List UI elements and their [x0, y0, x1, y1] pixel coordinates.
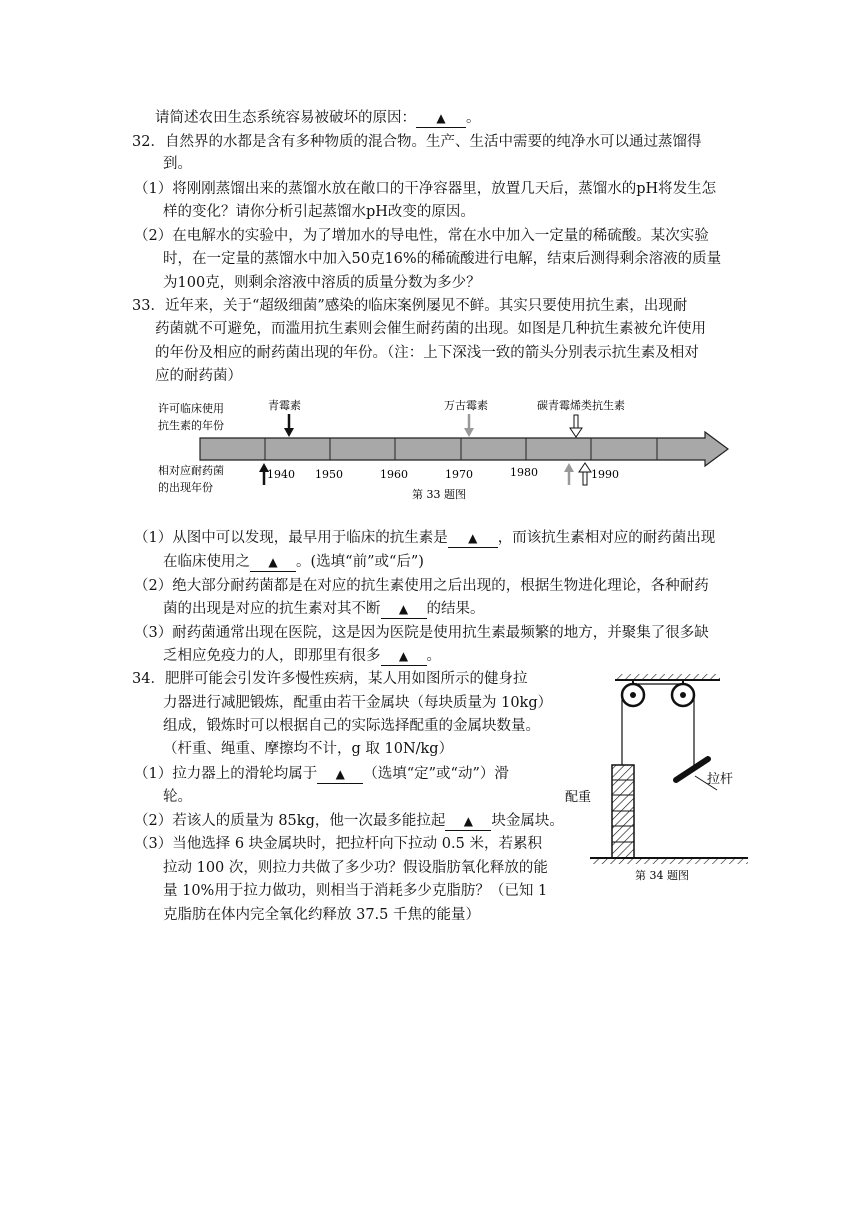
- arrowhead: [564, 463, 574, 472]
- blank-mark: ▲: [398, 649, 409, 663]
- fig34-pulley-diagram: [560, 668, 755, 888]
- q32-line-1: 32．自然界的水都是含有多种物质的混合物。生产、生活中需要的纯净水可以通过蒸馏得: [132, 134, 702, 150]
- arrowhead: [579, 463, 591, 472]
- q34-1-line-1: [134, 763, 509, 785]
- q34-line-1: 34．肥胖可能会引发许多慢性疾病，某人用如图所示的健身拉: [132, 671, 528, 687]
- arrow-bacteria-3: [583, 472, 587, 485]
- text: 的结果。: [426, 601, 485, 617]
- fig33-label-top-2: 抗生素的年份: [158, 419, 224, 432]
- arrowhead: [464, 428, 474, 437]
- label-weight: 配重: [565, 790, 592, 805]
- year-label: 1940: [267, 468, 295, 481]
- blank-mark: ▲: [463, 814, 473, 828]
- blank-mark: ▲: [398, 602, 409, 616]
- fig33-antibiotic-2: 万古霉素: [444, 399, 488, 412]
- text: （1）拉力器上的滑轮均属于: [134, 766, 318, 782]
- arrow-antibiotic-3: [574, 415, 578, 428]
- year-label: 1970: [445, 468, 473, 481]
- answer-blank[interactable]: [381, 600, 427, 619]
- text: ，而该抗生素相对应的耐药菌出现: [497, 530, 716, 546]
- blank-mark: ▲: [468, 531, 478, 545]
- q34-line-4: （杆重、绳重、摩擦均不计，g 取 10N/kg）: [163, 741, 454, 757]
- text: 在临床使用之: [163, 554, 250, 570]
- label-pull-bar: 拉杆: [707, 772, 734, 787]
- pulley-axle: [680, 692, 686, 698]
- q33-line-4: 应的耐药菌）: [155, 368, 242, 384]
- blank-mark: ▲: [268, 555, 278, 569]
- q34-3-line-2: 拉动 100 次，则拉力共做了多少功？假设脂肪氧化释放的能: [163, 860, 548, 876]
- floor-hatch: [590, 859, 748, 864]
- fig33-antibiotic-3: 碳青霉烯类抗生素: [537, 399, 625, 412]
- q34-line-3: 组成，锻炼时可以根据自己的实际选择配重的金属块数量。: [163, 718, 540, 734]
- q33-2-line-2: [163, 598, 485, 620]
- fig34-caption: 第 34 题图: [635, 869, 689, 882]
- q33-3-line-2: [163, 645, 441, 667]
- q32-2-line-1: （2）在电解水的实验中，为了增加水的导电性，常在水中加入一定量的稀硫酸。某次实验: [134, 228, 709, 244]
- q33-line-3: 的年份及相应的耐药菌出现的年份。（注：上下深浅一致的箭头分别表示抗生素及相对: [155, 345, 699, 361]
- fig33-label-bottom-1: 相对应耐药菌: [158, 464, 224, 477]
- text: 菌的出现是对应的抗生素对其不断: [163, 601, 381, 617]
- fig33-label-bottom-2: 的出现年份: [158, 481, 213, 494]
- text: 。(选填“前”或“后”): [296, 554, 424, 570]
- fig33-caption: 第 33 题图: [412, 488, 466, 501]
- pull-bar: [676, 759, 708, 780]
- answer-blank[interactable]: [416, 109, 466, 128]
- text: 。: [426, 648, 441, 664]
- text: 。: [466, 110, 481, 126]
- line-q31-tail: [155, 107, 481, 129]
- timeline-arrow: [200, 432, 728, 466]
- text: （1）从图中可以发现，最早用于临床的抗生素是: [134, 530, 448, 546]
- text: 请简述农田生态系统容易被破坏的原因：: [155, 110, 416, 126]
- answer-blank[interactable]: [250, 553, 296, 572]
- answer-blank[interactable]: [445, 812, 491, 831]
- fig33-label-top-1: 许可临床使用: [158, 402, 224, 415]
- q32-line-2: 到。: [163, 156, 192, 172]
- q32-2-line-3: 为100克，则剩余溶液中溶质的质量分数为多少？: [163, 275, 481, 291]
- year-label: 1960: [380, 468, 408, 481]
- q34-3-line-1: （3）当他选择 6 块金属块时，把拉杆向下拉动 0.5 米，若累积: [134, 836, 542, 852]
- q33-line-2: 药菌就不可避免，而滥用抗生素则会催生耐药菌的出现。如图是几种抗生素被允许使用: [155, 321, 706, 337]
- q33-1-line-1: [134, 527, 715, 549]
- q33-1-line-2: [163, 551, 424, 573]
- year-label: 1950: [315, 468, 343, 481]
- q32-1-line-1: （1）将刚刚蒸馏出来的蒸馏水放在敞口的干净容器里，放置几天后，蒸馏水的pH将发生怎: [134, 181, 717, 197]
- year-label: 1990: [591, 468, 619, 481]
- q33-3-line-1: （3）耐药菌通常出现在医院，这是因为医院是使用抗生素最频繁的地方，并聚集了很多缺: [134, 625, 709, 641]
- fig33-antibiotic-1: 青霉素: [268, 399, 301, 412]
- q33-2-line-1: （2）绝大部分耐药菌都是在对应的抗生素使用之后出现的，根据生物进化理论，各种耐药: [134, 578, 709, 594]
- fig33-timeline: [150, 392, 740, 507]
- answer-blank[interactable]: [448, 529, 498, 548]
- q32-2-line-2: 时，在一定量的蒸馏水中加入50克16%的稀硫酸进行电解，结束后测得剩余溶液的质量: [163, 251, 722, 267]
- q34-2-line-1: [134, 810, 564, 832]
- text: 乏相应免疫力的人，即那里有很多: [163, 648, 381, 664]
- q34-1-line-2: 轮。: [163, 789, 192, 805]
- q34-3-line-4: 克脂肪在体内完全氧化约释放 37.5 千焦的能量）: [163, 907, 481, 923]
- blank-mark: ▲: [335, 767, 345, 781]
- arrowhead: [284, 428, 294, 437]
- blank-mark: ▲: [436, 111, 446, 125]
- q34-line-2: 力器进行减肥锻炼，配重由若干金属块（每块质量为 10kg）: [163, 695, 553, 711]
- year-label: 1980: [510, 466, 538, 479]
- answer-blank[interactable]: [381, 647, 427, 666]
- answer-blank[interactable]: [317, 765, 363, 784]
- q34-3-line-3: 量 10%用于拉力做功，则相当于消耗多少克脂肪？（已知 1: [163, 883, 548, 899]
- text: （2）若该人的质量为 85kg，他一次最多能拉起: [134, 813, 446, 829]
- q33-line-1: 33．近年来，关于“超级细菌”感染的临床案例屡见不鲜。其实只要使用抗生素，出现耐: [132, 298, 688, 314]
- text: （选填“定”或“动”）滑: [363, 766, 509, 782]
- q32-1-line-2: 样的变化？请你分析引起蒸馏水pH改变的原因。: [163, 204, 475, 220]
- pulley-axle: [630, 692, 636, 698]
- text: 块金属块。: [491, 813, 564, 829]
- arrowhead: [570, 428, 582, 437]
